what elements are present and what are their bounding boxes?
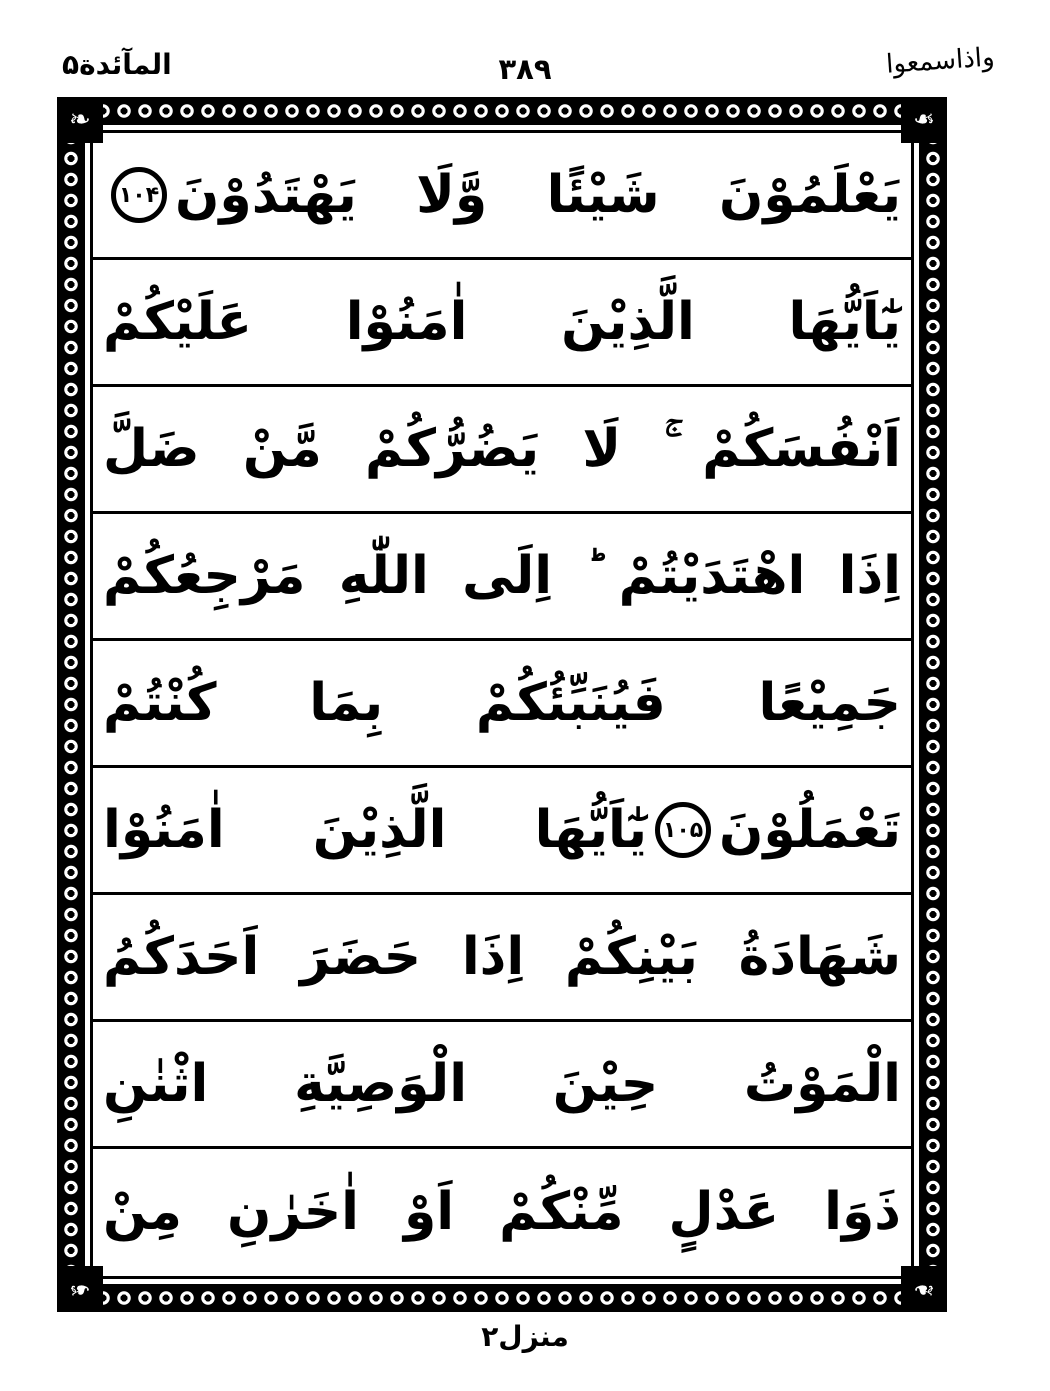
ayah-text: يٰٓاَيُّهَا الَّذِيْنَ اٰمَنُوْا عَلَيْكُمْ: [103, 291, 901, 352]
quran-line-9: [93, 1149, 911, 1276]
ayah-text: اَنْفُسَكُمْ ۚ لَا يَضُرُّكُمْ مَّنْ ضَلَّ: [103, 418, 901, 479]
ayah-text: ذَوَا عَدْلٍ مِّنْكُمْ اَوْ اٰخَرٰنِ مِنْ: [103, 1182, 901, 1243]
ornamental-border-frame: [57, 97, 947, 1312]
quran-line-6: [93, 768, 911, 895]
border-band-bottom: [57, 1284, 947, 1312]
quran-line-1: [93, 133, 911, 260]
quran-line-2: [93, 260, 911, 387]
ayah-text: شَهَادَةُ بَيْنِكُمْ اِذَا حَضَرَ اَحَدَكُمُ: [103, 926, 901, 987]
quran-line-8: [93, 1022, 911, 1149]
corner-floral-icon: ❧: [901, 1266, 947, 1312]
border-band-left: [57, 97, 85, 1312]
quran-line-4: [93, 514, 911, 641]
corner-floral-icon: ❧: [57, 1266, 103, 1312]
ayah-text: يَعْلَمُوْنَ شَيْئًا وَّلَا يَهْتَدُوْنَ: [175, 164, 901, 225]
ayah-text: اِذَا اهْتَدَيْتُمْ ؕ اِلَى اللّٰهِ مَرْجِعُكُمْ: [103, 545, 901, 606]
corner-floral-icon: ❧: [57, 97, 103, 143]
border-band-top: [57, 97, 947, 125]
ayah-text: جَمِيْعًا فَيُنَبِّئُكُمْ بِمَا كُنْتُمْ: [103, 672, 901, 733]
corner-floral-icon: ❧: [901, 97, 947, 143]
quran-text-area: [93, 133, 911, 1276]
ayah-text: يٰٓاَيُّهَا الَّذِيْنَ اٰمَنُوْا: [103, 799, 648, 860]
page-number: ٣٨٩: [498, 52, 552, 86]
ayah-text: تَعْمَلُوْنَ: [719, 799, 901, 860]
quran-line-7: [93, 895, 911, 1022]
quran-line-5: [93, 641, 911, 768]
border-band-right: [919, 97, 947, 1312]
juz-marker-label: واذاسمعوا: [885, 42, 996, 80]
verse-number-badge-104: ۱۰۴: [111, 167, 167, 223]
manzil-marker-label: منزل۲: [481, 1320, 569, 1353]
verse-number-badge-105: ۱۰۵: [655, 802, 711, 858]
quran-line-3: [93, 387, 911, 514]
ayah-text: الْمَوْتُ حِيْنَ الْوَصِيَّةِ اثْنٰنِ: [103, 1053, 901, 1114]
surah-title-label: المآئدة۵: [62, 48, 172, 81]
